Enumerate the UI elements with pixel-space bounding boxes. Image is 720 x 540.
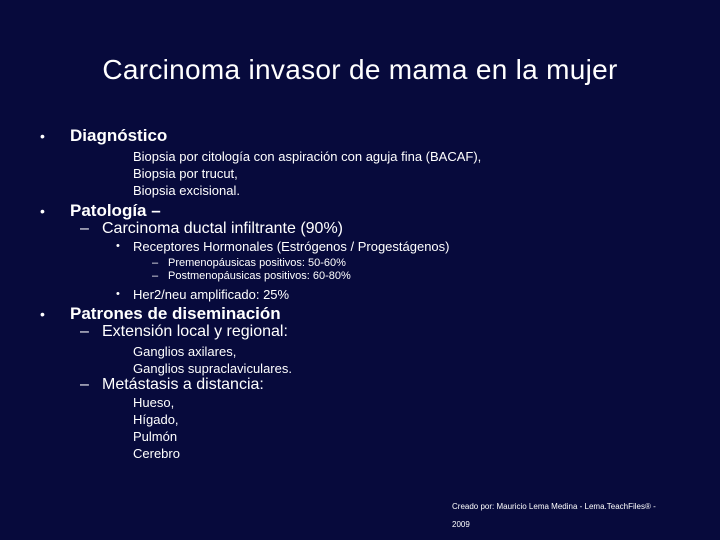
her2-item: Her2/neu amplificado: 25%: [133, 287, 290, 302]
diagnostico-line: Biopsia por citología con aspiración con aguja fina (BACAF),: [133, 149, 482, 164]
bullet-icon: •: [40, 128, 45, 144]
dash-icon: –: [152, 270, 159, 282]
patologia-subitem: Carcinoma ductal infiltrante (90%): [102, 220, 343, 237]
premenopausicas-item: Premenopáusicas positivos: 50-60%: [168, 257, 346, 269]
dash-icon: –: [152, 257, 159, 269]
heading-diagnostico: Diagnóstico: [70, 126, 168, 145]
footer-year: 2009: [452, 520, 470, 529]
distancia-line: Hueso,: [133, 395, 175, 410]
dash-icon: –: [80, 220, 89, 237]
bullet-icon: •: [40, 306, 45, 322]
extension-local-item: Extensión local y regional:: [102, 323, 288, 340]
postmenopausicas-item: Postmenopáusicas positivos: 60-80%: [168, 270, 351, 282]
footer-credit: Creado por: Mauricio Lema Medina - Lema.TeachFiles® -: [452, 502, 656, 511]
distancia-line: Hígado,: [133, 412, 179, 427]
dash-icon: –: [80, 376, 89, 393]
dash-icon: –: [80, 323, 89, 340]
diagnostico-line: Biopsia excisional.: [133, 183, 240, 198]
bullet-icon: •: [40, 203, 45, 219]
distancia-line: Cerebro: [133, 446, 180, 461]
heading-patologia: Patología –: [70, 201, 161, 220]
local-line: Ganglios supraclaviculares.: [133, 361, 292, 376]
bullet-icon: •: [116, 240, 120, 252]
diagnostico-line: Biopsia por trucut,: [133, 166, 238, 181]
slide-title: Carcinoma invasor de mama en la mujer: [102, 54, 618, 85]
metastasis-item: Metástasis a distancia:: [102, 376, 264, 393]
distancia-line: Pulmón: [133, 429, 178, 444]
receptores-item: Receptores Hormonales (Estrógenos / Progestágenos): [133, 239, 450, 254]
heading-patrones: Patrones de diseminación: [70, 304, 281, 323]
bullet-icon: •: [116, 288, 120, 300]
local-line: Ganglios axilares,: [133, 344, 237, 359]
